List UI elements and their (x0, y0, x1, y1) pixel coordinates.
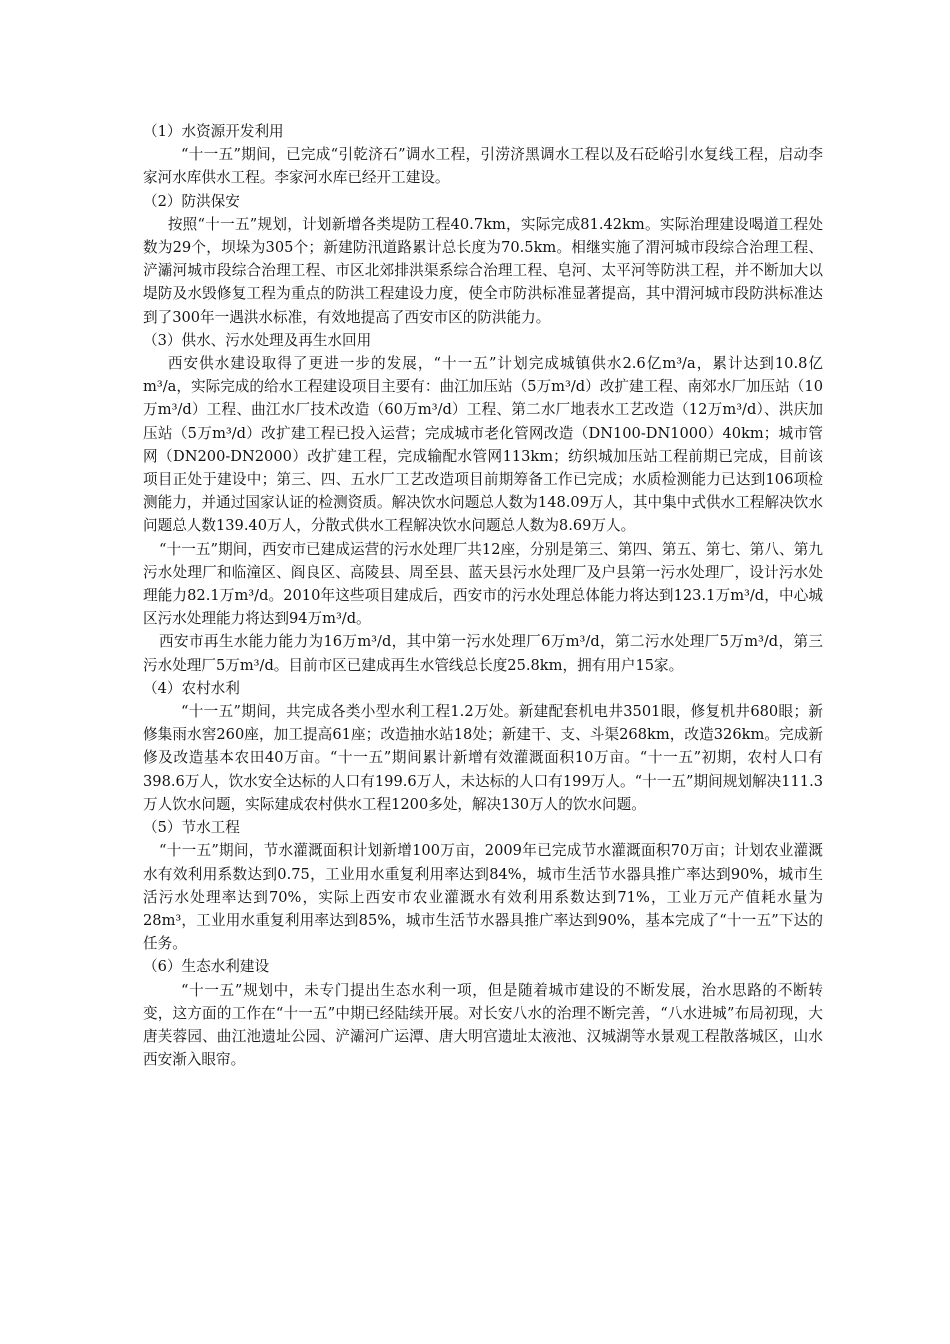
paragraph: “十一五”期间，已完成“引乾济石”调水工程，引涝济黑调水工程以及石砭峪引水复线工程，启动李家河水库供水工程。李家河水库已经开工建设。 (143, 146, 823, 187)
section-heading: （2）防洪保安 (143, 192, 240, 210)
paragraph: 西安供水建设取得了更进一步的发展，“十一五”计划完成城镇供水2.6亿m³/a，累计达到10.8亿m³/a，实际完成的给水工程建设项目主要有：曲江加压站（5万m³/d）改扩建工程、南郊水厂加压站（10万m³/d）工程、曲江水厂技术改造（60万m³/d）工程、第二水厂地表水工艺改造（12万m³/d）、洪庆加压站（5万m³/d）改扩建工程已投入运营；完成城市老化管网改造（DN100-DN1000）40km；城市管网（DN200-DN2000）改扩建工程，完成输配水管网113km；纺织城加压站工程前期已完成，目前该项目正处于建设中；第三、四、五水厂工艺改造项目前期筹备工作已完成；水质检测能力已达到106项检测能力，并通过国家认证的检测资质。解决饮水问题总人数为148.09万人，其中集中式供水工程解决饮水问题总人数139.40万人，分散式供水工程解决饮水问题总人数为8.69万人。 (143, 355, 823, 535)
section-heading: （6）生态水利建设 (143, 958, 270, 976)
document-page (143, 120, 823, 1071)
paragraph: “十一五”期间，西安市已建成运营的污水处理厂共12座，分别是第三、第四、第五、第七、第八、第九污水处理厂和临潼区、阎良区、高陵县、周至县、蓝天县污水处理厂及户县第一污水处理厂，设计污水处理能力82.1万m³/d。2010年这些项目建成后，西安市的污水处理总体能力将达到123.1万m³/d，中心城区污水处理能力将达到94万m³/d。 (143, 540, 823, 628)
section-heading: （5）节水工程 (143, 819, 240, 837)
paragraph: “十一五”规划中，未专门提出生态水利一项，但是随着城市建设的不断发展，治水思路的不断转变，这方面的工作在“十一五”中期已经陆续开展。对长安八水的治理不断完善，“八水进城”布局初现，大唐芙蓉园、曲江池遗址公园、浐灞河广运潭、唐大明宫遗址太液池、汉城湖等水景观工程散落城区，山水西安渐入眼帘。 (143, 981, 823, 1069)
section-heading: （4）农村水利 (143, 679, 240, 697)
paragraph: 按照“十一五”规划，计划新增各类堤防工程40.7km，实际完成81.42km。实际治理建设喝道工程处数为29个，坝垛为305个；新建防汛道路累计总长度为70.5km。相继实施了渭河城市段综合治理工程、浐灞河城市段综合治理工程、市区北郊排洪渠系综合治理工程、皂河、太平河等防洪工程，并不断加大以堤防及水毁修复工程为重点的防洪工程建设力度，使全市防洪标准显著提高，其中渭河城市段防洪标准达到了300年一遇洪水标准，有效地提高了西安市区的防洪能力。 (143, 215, 823, 326)
section-heading: （3）供水、污水处理及再生水回用 (143, 331, 372, 349)
paragraph: 西安市再生水能力能力为16万m³/d，其中第一污水处理厂6万m³/d，第二污水处理厂5万m³/d，第三污水处理厂5万m³/d。目前市区已建成再生水管线总长度25.8km，拥有用户15家。 (143, 633, 823, 674)
paragraph: “十一五”期间，节水灌溉面积计划新增100万亩，2009年已完成节水灌溉面积70万亩；计划农业灌溉水有效利用系数达到0.75，工业用水重复利用率达到84%，城市生活节水器具推广率达到90%，城市生活污水处理率达到70%，实际上西安市农业灌溉水有效利用系数达到71%，工业万元产值耗水量为28m³，工业用水重复利用率达到85%，城市生活节水器具推广率达到90%，基本完成了“十一五”下达的任务。 (143, 842, 823, 953)
paragraph: “十一五”期间，共完成各类小型水利工程1.2万处。新建配套机电井3501眼，修复机井680眼；新修集雨水窖260座，加工提高61座；改造抽水站18处；新建干、支、斗渠268km，改造326km。完成新修及改造基本农田40万亩。“十一五”期间累计新增有效灌溉面积10万亩。“十一五”初期，农村人口有398.6万人，饮水安全达标的人口有199.6万人，未达标的人口有199万人。“十一五”期间规划解决111.3万人饮水问题，实际建成农村供水工程1200多处，解决130万人的饮水问题。 (143, 703, 823, 813)
section-heading: （1）水资源开发利用 (143, 123, 284, 140)
